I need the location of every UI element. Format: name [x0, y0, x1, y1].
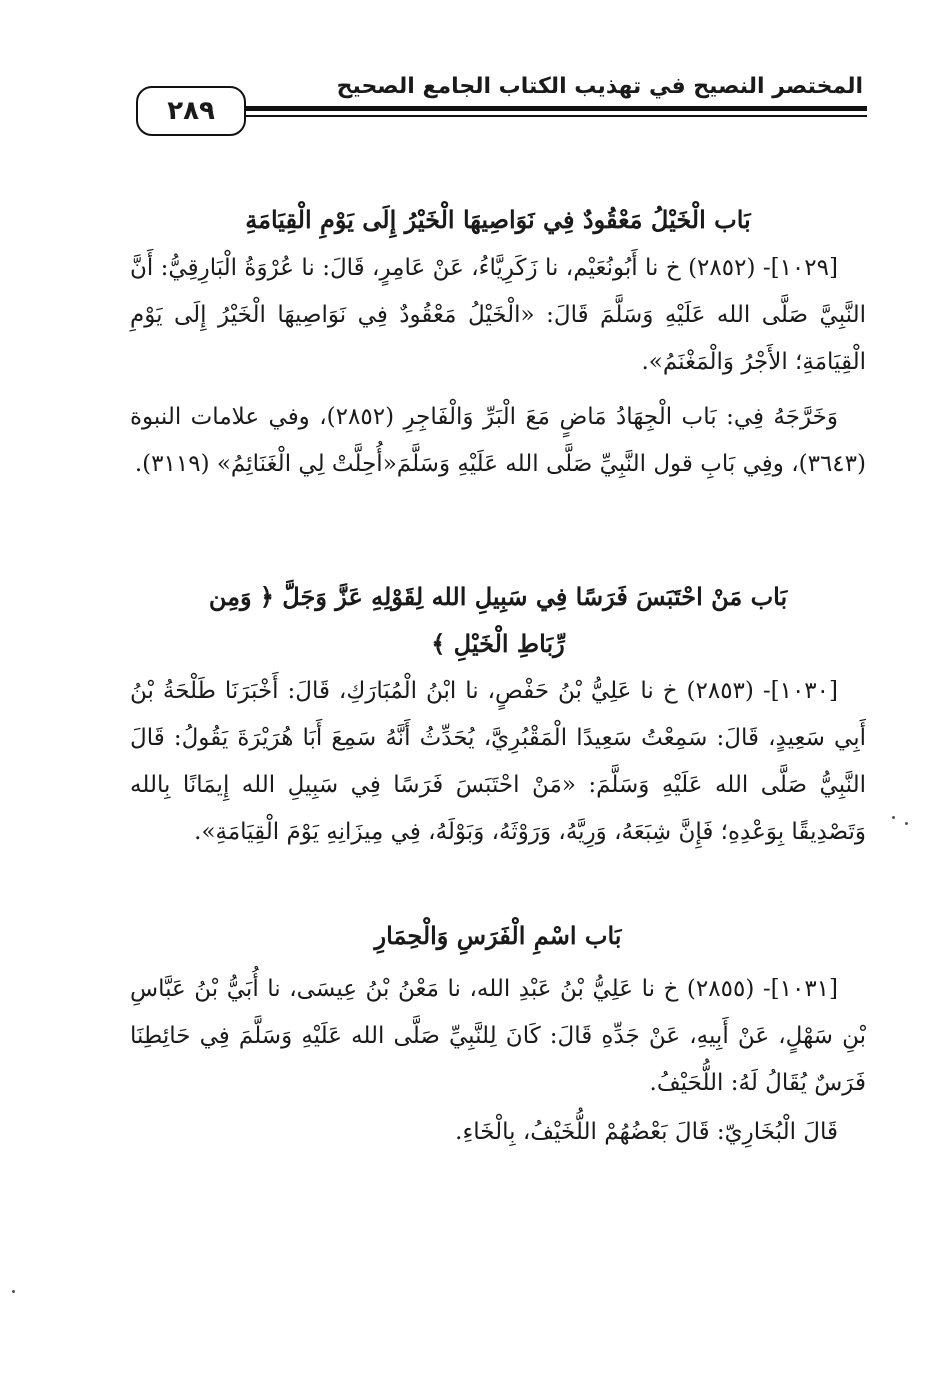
- scan-speck: [12, 1290, 15, 1293]
- chapter-heading: بَاب مَنْ احْتَبَسَ فَرَسًا فِي سَبِيلِ الله لِقَوْلِهِ عَزَّ وَجَلَّ ﴿ وَمِن رِّبَاطِ الْخَيْلِ ﴾: [208, 582, 788, 658]
- hadith-text: [١٠٢٩]- (٢٨٥٢) خ نا أَبُونُعَيْم، نا زَكَرِيَّاءُ، عَنْ عَامِرٍ، قَالَ: نا عُرْوَةُ الْبَارِقِيُّ: أَنَّ النَّبِيَّ صَلَّى الله عَلَيْهِ وَسَلَّمَ قَالَ: «الْخَيْلُ مَعْقُودٌ فِي نَوَاصِيهَا الْخَيْرُ إِلَى يَوْمِ الْقِيَامَةِ؛ الأَجْرُ وَالْمَغْنَمُ».: [130, 255, 866, 375]
- chapter-heading: بَاب الْخَيْلُ مَعْقُودٌ فِي نَوَاصِيهَا الْخَيْرُ إِلَى يَوْمِ الْقِيَامَةِ: [245, 205, 751, 234]
- hadith-note: وَخَرَّجَهُ فِي: بَاب الْجِهَادُ مَاضٍ مَعَ الْبَرِّ وَالْفَاجِرِ (٢٨٥٢)، وفي علامات النبوة (٣٦٤٣)، وفِي بَابِ قول النَّبِيِّ صَلَّى الله عَلَيْهِ وَسَلَّمَ«أُحِلَّتْ لِي الْغَنَائِمُ» (٣١١٩).: [130, 404, 866, 477]
- hadith-text: [١٠٣١]- (٢٨٥٥) خ نا عَلِيُّ بْنُ عَبْدِ الله، نا مَعْنُ بْنُ عِيسَى، نا أُبَيُّ بْنُ عَبَّاسِ بْنِ سَهْلٍ، عَنْ أَبِيهِ، عَنْ جَدِّهِ قَالَ: كَانَ لِلنَّبِيِّ صَلَّى الله عَلَيْهِ وَسَلَّمَ فِي حَائِطِنَا فَرَسٌ يُقَالُ لَهُ: اللُّحَيْفُ.: [130, 976, 866, 1096]
- chapter-heading: بَاب اسْمِ الْفَرَسِ وَالْحِمَارِ: [374, 921, 622, 950]
- header-rule-thin: [245, 115, 867, 117]
- scan-speck: [905, 822, 908, 825]
- hadith-note: قَالَ الْبُخَارِيّ: قَالَ بَعْضُهُمْ اللُّخَيْفُ، بِالْخَاءِ.: [455, 1119, 838, 1145]
- page-number: ٢٨٩: [136, 86, 246, 136]
- hadith-1031: [130, 966, 866, 1156]
- scan-speck: [892, 816, 895, 819]
- hadith-text: [١٠٣٠]- (٢٨٥٣) خ نا عَلِيُّ بْنُ حَفْصٍ، نا ابْنُ الْمُبَارَكِ، قَالَ: أَخْبَرَنَا طَلْحَةُ بْنُ أَبِي سَعِيدٍ، قَالَ: سَمِعْتُ سَعِيدًا الْمَقْبُرِيَّ، يُحَدِّثُ أَنَّهُ سَمِعَ أَبَا هُرَيْرَةَ يَقُولُ: قَالَ النَّبِيُّ صَلَّى الله عَلَيْهِ وَسَلَّمَ: «مَنْ احْتَبَسَ فَرَسًا فِي سَبِيلِ الله إِيمَانًا بِالله وَتَصْدِيقًا بِوَعْدِهِ؛ فَإِنَّ شِبَعَهُ، وَرِيَّهُ، وَرَوْثَهُ، وَبَوْلَهُ، فِي مِيزَانِهِ يَوْمَ الْقِيَامَةِ».: [130, 678, 866, 845]
- hadith-1030: [130, 668, 866, 856]
- running-title: المختصر النصيح في تهذيب الكتاب الجامع الصحيح: [336, 74, 863, 99]
- header-rule: [245, 106, 867, 111]
- hadith-1029: [130, 245, 866, 488]
